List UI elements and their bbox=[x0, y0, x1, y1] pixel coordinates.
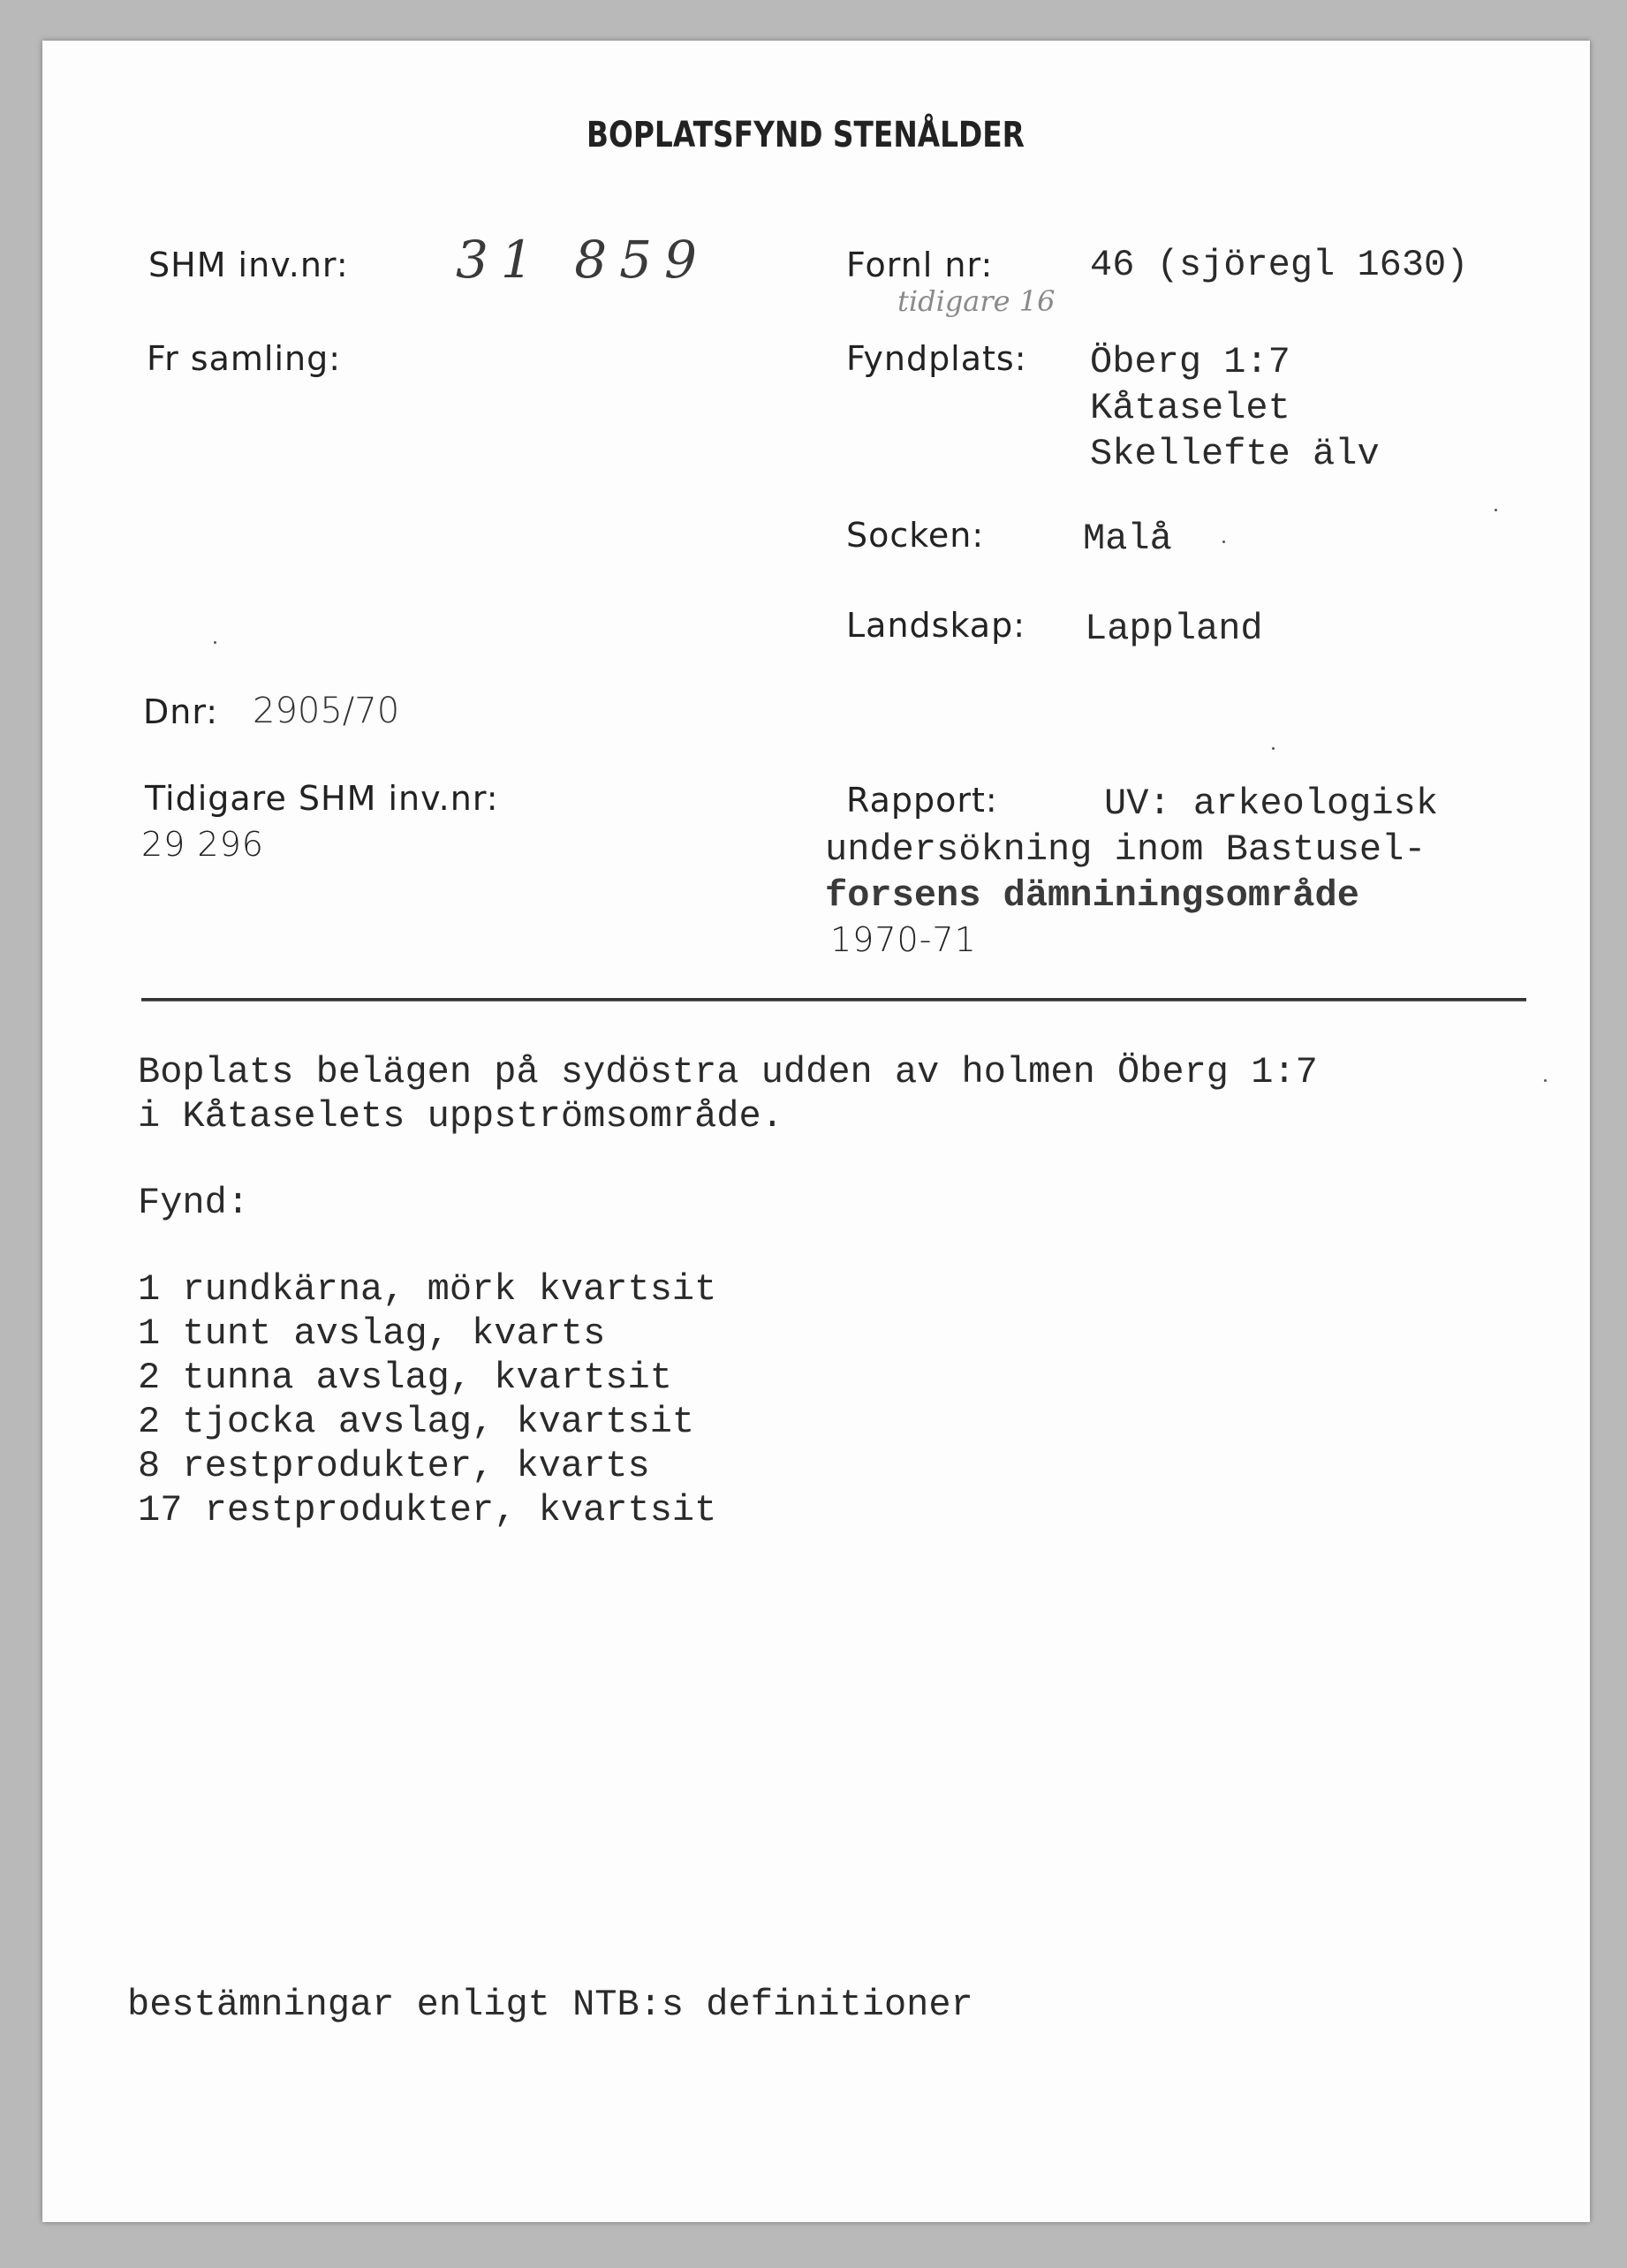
fynd-item: 1 rundkärna, mörk kvartsit bbox=[138, 1268, 717, 1311]
fynd-item: 17 restprodukter, kvartsit bbox=[138, 1489, 717, 1531]
dust-speck bbox=[214, 641, 216, 644]
dnr-value: 2905/70 bbox=[253, 691, 400, 731]
fornl-handwritten-note: tidigare 16 bbox=[897, 284, 1056, 318]
fornl-label: Fornl nr: bbox=[846, 246, 994, 284]
landskap-label: Landskap: bbox=[846, 606, 1026, 645]
footer-note: bestämningar enligt NTB:s definitioner bbox=[127, 1984, 973, 2026]
rapport-label: Rapport: bbox=[846, 781, 998, 820]
tidigare-shm-value: 29 296 bbox=[141, 825, 264, 864]
description-line-2: i Kåtaselets uppströmsområde. bbox=[138, 1095, 783, 1138]
fyndplats-line-2: Kåtaselet bbox=[1090, 387, 1290, 429]
fyndplats-line-3: Skellefte älv bbox=[1090, 433, 1380, 475]
card-title: BOPLATSFYND STENÅLDER bbox=[586, 115, 1025, 155]
divider-line bbox=[141, 998, 1526, 1002]
fynd-label: Fynd: bbox=[138, 1182, 250, 1224]
shm-inv-label: SHM inv.nr: bbox=[148, 246, 349, 284]
socken-value: Malå bbox=[1083, 518, 1172, 560]
rapport-line-2: undersökning inom Bastusel- bbox=[825, 828, 1426, 871]
dnr-label: Dnr: bbox=[143, 692, 219, 731]
fynd-item: 1 tunt avslag, kvarts bbox=[138, 1312, 606, 1355]
dust-speck bbox=[1272, 747, 1275, 750]
shm-inv-value: 31 859 bbox=[456, 230, 709, 290]
landskap-value: Lappland bbox=[1085, 608, 1263, 650]
fornl-value: 46 (sjöregl 1630) bbox=[1090, 244, 1469, 286]
dust-speck bbox=[1544, 1079, 1547, 1082]
catalog-card bbox=[42, 41, 1590, 2222]
dust-speck bbox=[1495, 509, 1497, 511]
fr-samling-label: Fr samling: bbox=[147, 339, 342, 378]
fynd-item: 2 tunna avslag, kvartsit bbox=[138, 1357, 672, 1399]
rapport-line-1: UV: arkeologisk bbox=[1104, 782, 1439, 825]
dust-speck bbox=[1222, 541, 1225, 543]
socken-label: Socken: bbox=[846, 516, 985, 555]
fyndplats-label: Fyndplats: bbox=[846, 339, 1027, 378]
description-line-1: Boplats belägen på sydöstra udden av holmen Öberg 1:7 bbox=[138, 1051, 1318, 1093]
tidigare-shm-label: Tidigare SHM inv.nr: bbox=[145, 779, 499, 818]
fynd-item: 8 restprodukter, kvarts bbox=[138, 1445, 650, 1487]
fyndplats-line-1: Öberg 1:7 bbox=[1090, 341, 1290, 383]
rapport-line-3: forsens dämniningsområde bbox=[825, 874, 1359, 917]
fynd-item: 2 tjocka avslag, kvartsit bbox=[138, 1401, 695, 1443]
rapport-line-4: 1970-71 bbox=[830, 920, 977, 959]
